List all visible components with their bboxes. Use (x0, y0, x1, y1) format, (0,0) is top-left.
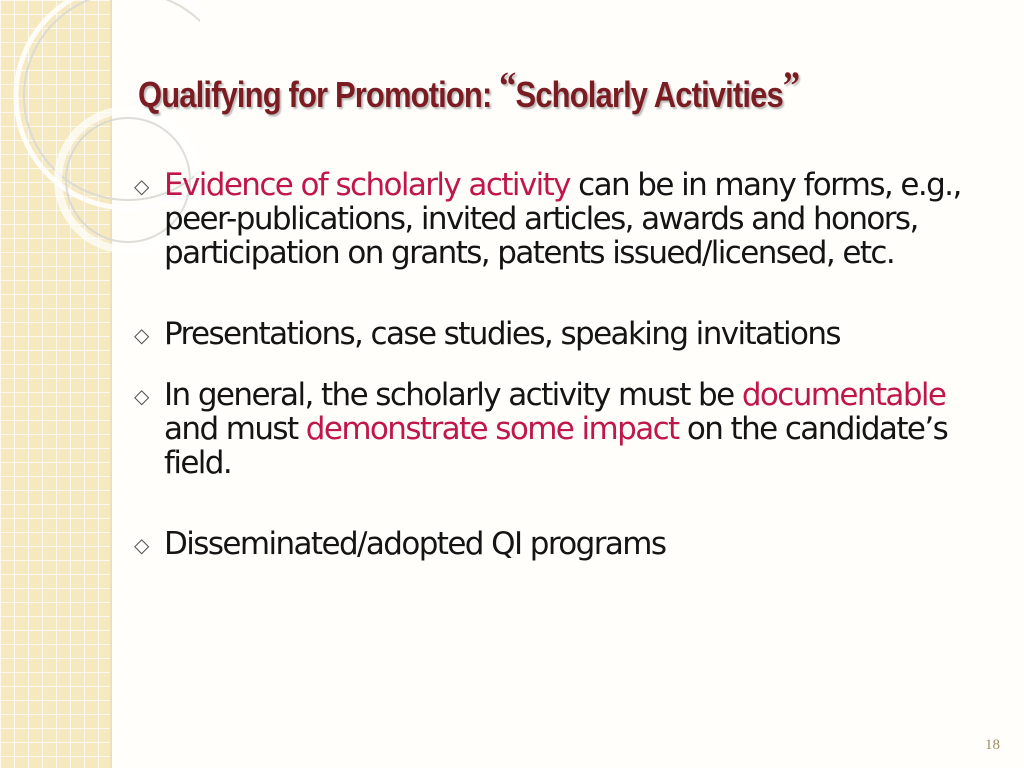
diamond-bullet-icon: ◇ (134, 323, 150, 347)
bullet-item-general (134, 378, 1004, 480)
bullet-text-evidence: can be in many forms, e.g., peer-publications, invited articles, awards and honors, participation on grants, patents issued/licensed, etc. (164, 167, 961, 271)
page-number: 18 (985, 737, 1000, 753)
highlight-documentable: documentable (741, 377, 946, 413)
slide-title-prefix: Qualifying for Promotion: (138, 74, 500, 115)
highlight-evidence: Evidence of scholarly activity (164, 167, 570, 203)
bullet-text-general-middle: and must (164, 411, 306, 447)
bullet-item-qi-programs (134, 527, 1004, 561)
title-close-quote: ” (782, 63, 800, 108)
bullet-item-scholarly-evidence (134, 168, 1004, 270)
bullet-text-qi-programs: Disseminated/adopted QI programs (164, 526, 666, 562)
bullet-text-general-end: on the candidate’s field. (164, 411, 948, 481)
highlight-impact: demonstrate some impact (305, 411, 679, 447)
bullet-list (134, 168, 1004, 561)
diamond-bullet-icon: ◇ (134, 384, 150, 408)
bullet-text-presentations: Presentations, case studies, speaking invitations (164, 316, 840, 352)
title-open-quote: “ (499, 63, 516, 108)
slide-title (138, 62, 799, 116)
slide-title-quoted-text: Scholarly Activities (515, 74, 783, 115)
diamond-bullet-icon: ◇ (134, 533, 150, 557)
diamond-bullet-icon: ◇ (134, 174, 150, 198)
bullet-item-presentations (134, 317, 1004, 351)
bullet-text-general-start: In general, the scholarly activity must be (164, 377, 742, 413)
